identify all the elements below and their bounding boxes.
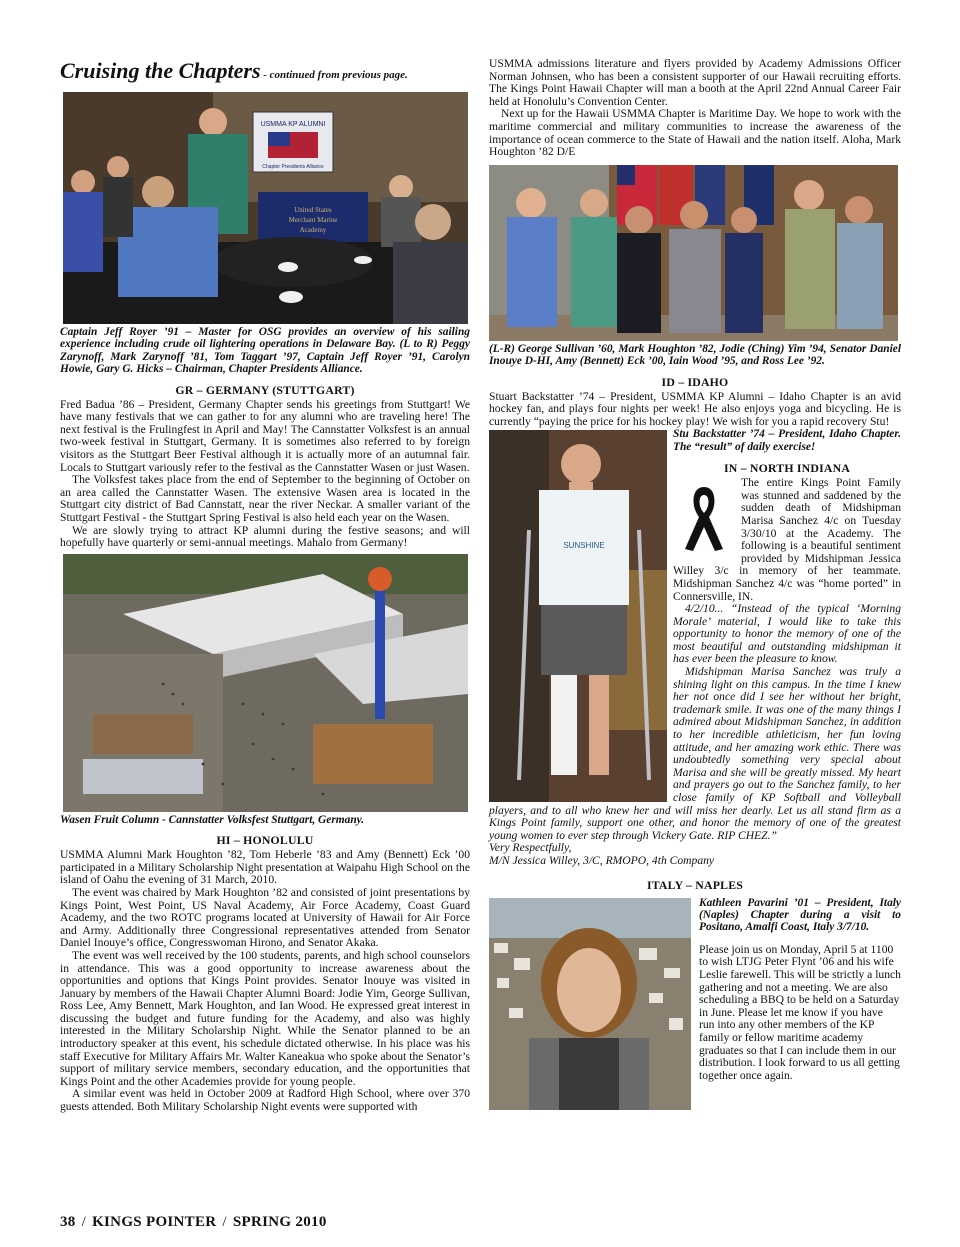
idaho-paragraph-1: Stuart Backstatter ’74 – President, USMMA KP Alumni – Idaho Chapter is an avid hockey fan, and plays four nights per week! He also enjoys yoga and bicycling. He is currently “paying the price for his hockey play! We wish for you a rapid recovery Stu! (489, 389, 901, 428)
italy-heading: ITALY – NAPLES (646, 877, 744, 892)
footer-separator-2: / (222, 1214, 227, 1230)
italy-paragraph-1: Please join us on Monday, April 5 at 1100 to wish LTJG Peter Flynt ’06 and his wife Leslie farewell. This will be strictly a lunch gathering and not a meeting. We are also scheduling a BBQ to be held on a Saturday in June. Please let me know if you have run into any other members of the KP family or fellow maritime academy graduates so that I can include them in our distribution. I look forward to us all getting together once again. (699, 942, 901, 1082)
indiana-paragraph-2: 4/2/10... “Instead of the typical ‘Morning Morale’ material, I would like to take this opportunity to honor the memory of one of the most beautiful and outstanding midshipman it has ever been the pleasure to know. (673, 602, 901, 666)
festival-photo-caption: Wasen Fruit Column - Cannstatter Volksfest Stuttgart, Germany. (60, 813, 365, 826)
page-header (60, 58, 470, 92)
honolulu-paragraph-1: USMMA Alumni Mark Houghton ’82, Tom Heberle ’83 and Amy (Bennett) Eck ’00 participated in a Military Scholarship Night presentation at Waipahu High School on the island of Oahu the evening of 31 March, 2010. (60, 848, 470, 887)
germany-paragraph-1: Fred Badua ’86 – President, Germany Chapter sends his greetings from Stuttgart! We have many festivals that we can gather to for any alumni who are traveling here! The next festival is the Frulingfest in April and May! The Cannstatter Volksfest is an annual two-week festival in Stuttgart, Germany. It is sometimes also referred to by foreign visitors as the Stuttgart Beer Festival although it is actually more of an autumnal fair. Locals to Stuttgart variously refer to the festival as the Cannstatter Wasen or just Wasen. (60, 397, 470, 474)
banner-line1: USMMA KP ALUMNI (260, 121, 326, 128)
table-line1: United States (294, 206, 332, 214)
honolulu-heading: HI – HONOLULU (216, 833, 314, 848)
footer-separator-1: / (81, 1214, 87, 1230)
indiana-paragraph-3: Midshipman Marisa Sanchez was truly a shining light on this campus. In the time I knew her not once did I see her without her bright, trademark smile. It was one of the many things I admired about Midshipman Sanchez, in addition to her incredible athleticism, her fun loving attitude, and her amazing work ethic. There was undoubtedly something very special about Marisa and she will be greatly missed. My heart and prayers go out to the Sanchez family, to her close family of KP Softball and Volleyball players, and to all who knew her and will miss her dearly. Let us all stand firm as a Kings Point family, support one other, and honor the memory of one of the greatest young women to ever step through Vickery Gate. RIP CHEZ.” (489, 665, 901, 842)
banquet-photo (63, 92, 468, 324)
honolulu-paragraph-5: USMMA admissions literature and flyers provided by Academy Admissions Officer Norman Johnsen, who has been a consistent supporter of our Hawaii recruiting efforts. The Kings Point Hawaii Chapter will man a booth at the April 22nd Annual Career Fair held at Honolulu’s Convention Center. (489, 57, 901, 108)
group-photo-caption: (L-R) George Sullivan ’60, Mark Houghton ’82, Jodie (Ching) Yim ’94, Senator Daniel Inouye D-HI, Amy (Bennett) Eck ’00, Iain Wood ’95, and Ross Lee ’92. (489, 342, 901, 368)
idaho-photo (489, 430, 667, 802)
italy-photo-caption: Kathleen Pavarini ’01 – President, Italy (Naples) Chapter during a visit to Positano, Amalfi Coast, Italy 3/7/10. (699, 896, 901, 934)
banquet-photo-art (63, 92, 468, 324)
group-photo-art (489, 165, 898, 341)
table-line2: Merchant Marine (288, 216, 338, 224)
honolulu-paragraph-3: The event was well received by the 100 students, parents, and high school counselors in attendance. This was a good opportunity to increase awareness about the opportunities and options that Kings Point provides. Senator Inouye was visited in January by members of the Hawaii Chapter Alumni Board: Jodie Yim, George Sullivan, Ross Lee, Amy Bennett, Mark Houghton, and Ian Wood. He expressed great interest in discussing the budget and future funding for the Academy, and also was highly interested in the Military Scholarship Night. While the Senator planned to be an introductory speaker at this event, his schedule dictated otherwise. In his place was his staff Executive for Military Affairs Mr. Walter Kaneakua who spoke about the Senator’s support of military service members, secondary education, and the opportunities that Kings Point and the other Academies provide for young people. (60, 948, 470, 1088)
indiana-closing: Very Respectfully, (489, 841, 572, 855)
germany-paragraph-2: The Volksfest takes place from the end of September to the beginning of October on an area called the Cannstatter Wasen. The extensive Wasen area is located in the Stuttgart city district of Bad Cannstatt, near the river Neckar. A smaller variant of the Stuttgart Festival - the Stuttgart Spring Festival is also held each year on the Wasen. (60, 473, 470, 524)
idaho-heading: ID – IDAHO (661, 374, 729, 389)
indiana-heading: IN – NORTH INDIANA (723, 461, 851, 476)
page-title: Cruising the Chapters (60, 58, 261, 83)
shirt-text: SUNSHINE (563, 541, 605, 551)
honolulu-paragraph-6: Next up for the Hawaii USMMA Chapter is Maritime Day. We hope to work with the maritime commercial and military communities to increase the awareness of the importance of ocean commerce to the State of Hawaii and the nation itself. Aloha, Mark Houghton ’82 D/E (489, 107, 901, 159)
left-column (60, 58, 470, 1114)
page-footer (60, 1214, 327, 1231)
banner-line2: Chapter Presidents Alliance (262, 164, 324, 170)
memorial-ribbon-icon (673, 483, 735, 553)
germany-heading: GR – GERMANY (STUTTGART) (175, 382, 355, 397)
indiana-signature: M/N Jessica Willey, 3/C, RMOPO, 4th Company (489, 853, 715, 867)
magazine-name: KINGS POINTER (92, 1214, 217, 1230)
issue-name: SPRING 2010 (232, 1214, 327, 1230)
honolulu-paragraph-4: A similar event was held in October 2009 at Radford High School, where over 370 guests attended. Both Military Scholarship Night events were supported with (60, 1087, 470, 1114)
festival-photo (63, 554, 468, 812)
banquet-photo-caption: Captain Jeff Royer ’91 – Master for OSG provides an overview of his sailing experience including crude oil lightering operations in Delaware Bay. (L to R) Peggy Zarynoff, Mark Zarynoff ’81, Tom Taggart ’97, Captain Jeff Royer ’91, Carolyn Howie, Gary G. Hicks – Chairman, Chapter Presidents Alliance. (60, 326, 470, 376)
idaho-photo-art (489, 430, 667, 802)
italy-photo (489, 898, 691, 1110)
group-photo (489, 165, 898, 341)
right-column (489, 58, 901, 1110)
indiana-paragraph-1: The entire Kings Point Family was stunned and saddened by the sudden death of Midshipman Marisa Sanchez 4/c on Tuesday 3/30/10 at the Academy. The following is a beautiful sentiment provided by Midshipman Jessica Willey 3/c in memory of her teammate. Midshipman Sanchez 4/c was “home ported” in Connersville, IN. (673, 476, 901, 603)
page-subtitle: - continued from previous page. (260, 69, 408, 81)
festival-photo-art (63, 554, 468, 812)
honolulu-paragraph-2: The event was chaired by Mark Houghton ’82 and consisted of joint presentations by Kings Point, West Point, US Naval Academy, Air Force Academy, Coast Guard Academy, and the two ROTC programs located at University of Hawaii for Air Force and Army. Additionally three Congressional representatives attended from Senator Daniel Inouye’s office, Congresswoman Hirono, and Senator Akaka. (60, 885, 470, 950)
idaho-photo-caption: Stu Backstatter ’74 – President, Idaho Chapter. The “result” of daily exercise! (673, 428, 901, 453)
italy-photo-art (489, 898, 691, 1110)
page-number: 38 (60, 1214, 76, 1230)
table-line3: Academy (299, 226, 327, 234)
germany-paragraph-3: We are slowly trying to attract KP alumni during the festive seasons; and will hopefully have quarterly or semi-annual meetings. Mahalo from Germany! (60, 523, 470, 550)
